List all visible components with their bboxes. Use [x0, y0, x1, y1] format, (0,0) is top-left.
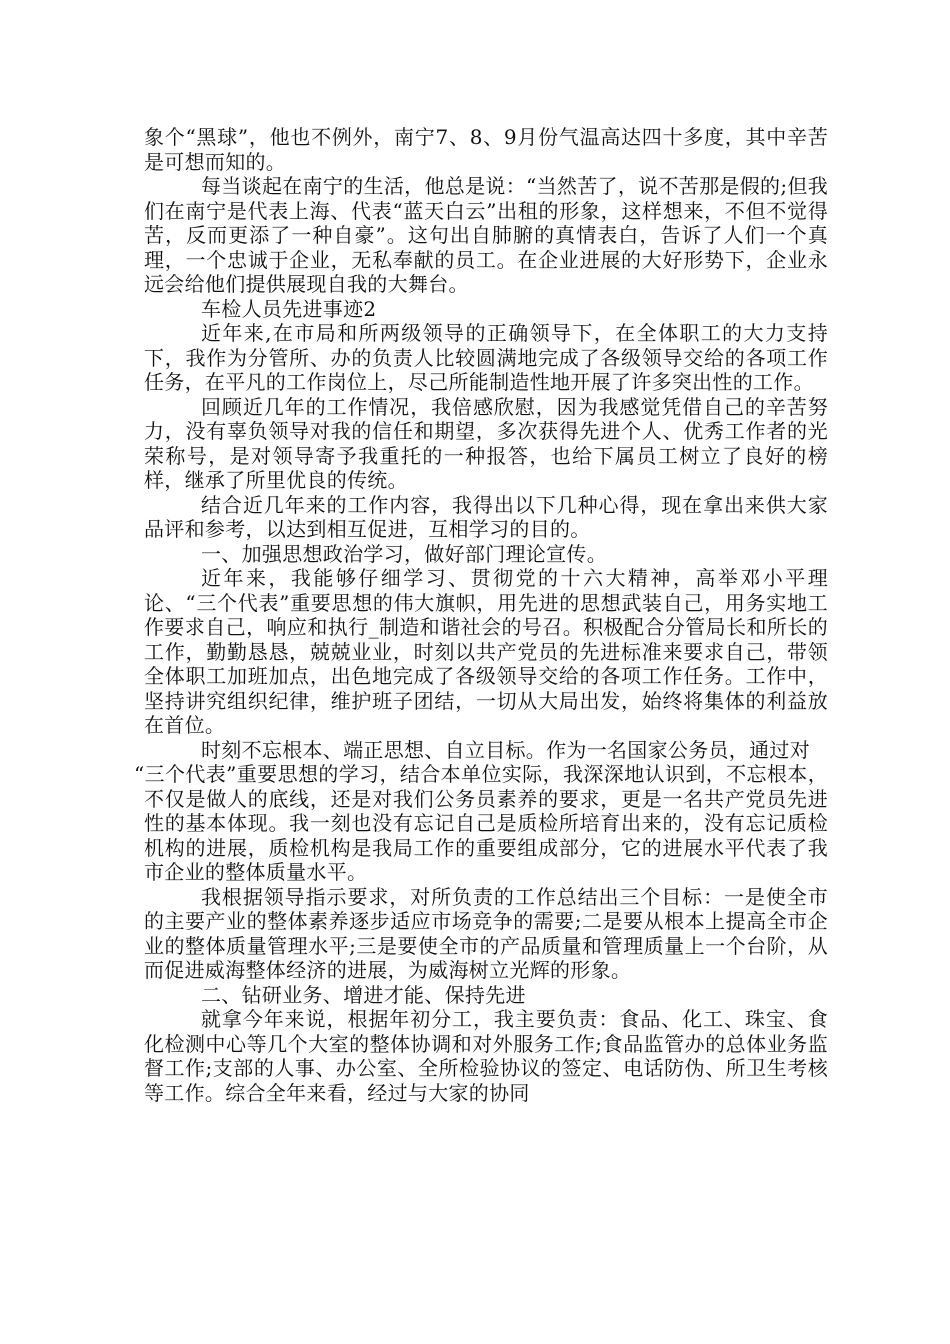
paragraph-three-represents: “三个代表”重要思想的学习，结合本单位实际，我深深地认识到，不忘根本，不仅是做人的底线，还是对我们公务员素养的要求，更是一名共产党员先进性的基本体现。我一刻也没有忘记自己是质检所培育出来的，没有忘记质检机构的进展，质检机构是我局工作的重要组成部分，它的进展水平代表了我市企业的整体质量水平。 — [134, 762, 828, 884]
paragraph-three-goals: 我根据领导指示要求，对所负责的工作总结出三个目标：一是使全市的主要产业的整体素养逐步适应市场竞争的需要;二是要从根本上提高全市企业的整体质量管理水平;三是要使全市的产品质量和管理质量上一个台阶，从而促进威海整体经济的进展，为威海树立光辉的形象。 — [144, 884, 828, 982]
paragraph-recent-years: 近年来,在市局和所两级领导的正确领导下，在全体职工的大力支持下，我作为分管所、办的负责人比较圆满地完成了各级领导交给的各项工作任务，在平凡的工作岗位上，尽己所能制造性地开展了许多突出性的工作。 — [144, 321, 828, 394]
section-title-advanced-deeds-2: 车检人员先进事迹2 — [201, 296, 377, 321]
heading-political-study: 一、加强思想政治学习，做好部门理论宣传。 — [201, 541, 607, 566]
paragraph-nanning-life: 每当谈起在南宁的生活，他总是说：“当然苦了，说不苦那是假的;但我们在南宁是代表上海、代表“蓝天白云”出租的形象，这样想来，不但不觉得苦，反而更添了一种自豪”。这句出自肺腑的真情表白，告诉了人们一个真理，一个忠诚于企业，无私奉献的员工。在企业进展的大好形势下，企业永远会给他们提供展现自我的大舞台。 — [144, 174, 828, 296]
paragraph-heat-hardship: 象个“黑球”，他也不例外，南宁7、8、9月份气温高达四十多度，其中辛苦是可想而知的。 — [144, 125, 828, 174]
paragraph-review: 回顾近几年的工作情况，我倍感欣慰，因为我感觉凭借自己的辛苦努力，没有辜负领导对我的信任和期望，多次获得先进个人、优秀工作者的光荣称号，是对领导寄予我重托的一种报答，也给下属员工树立了良好的榜样，继承了所里优良的传统。 — [144, 394, 828, 492]
document-body — [134, 125, 828, 1105]
paragraph-study-spirit: 近年来，我能够仔细学习、贯彻党的十六大精神，高举邓小平理论、“三个代表”重要思想的伟大旗帜，用先进的思想武装自己，用务实地工作要求自己，响应和执行_制造和谐社会的号召。积极配合分管局长和所长的工作，勤勤恳恳，兢兢业业，时刻以共产党员的先进标准来要求自己，带领全体职工加班加点，出色地完成了各级领导交给的各项工作任务。工作中，坚持讲究组织纪律，维护班子团结，一切从大局出发，始终将集体的利益放在首位。 — [144, 566, 828, 737]
paragraph-roots: 时刻不忘根本、端正思想、自立目标。作为一名国家公务员，通过对 — [201, 737, 810, 762]
paragraph-this-year: 就拿今年来说，根据年初分工，我主要负责：食品、化工、珠宝、食化检测中心等几个大室的整体协调和对外服务工作;食品监管办的总体业务监督工作;支部的人事、办公室、全所检验协议的签定、电话防伪、所卫生考核等工作。综合全年来看，经过与大家的协同 — [144, 1007, 828, 1105]
heading-business-study: 二、钻研业务、增进才能、保持先进 — [201, 982, 526, 1007]
paragraph-experience: 结合近几年来的工作内容，我得出以下几种心得，现在拿出来供大家品评和参考，以达到相互促进，互相学习的目的。 — [144, 492, 828, 541]
